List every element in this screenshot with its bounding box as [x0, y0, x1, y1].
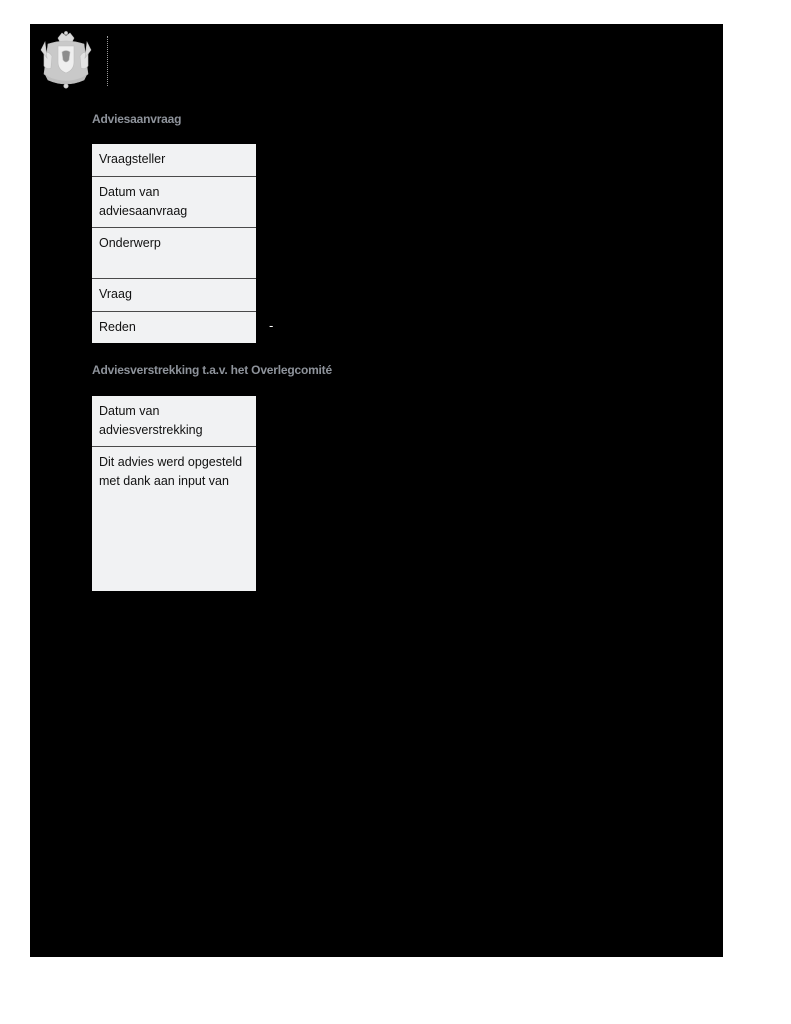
section-title-adviesaanvraag: Adviesaanvraag	[92, 112, 182, 126]
delivery-label-table	[92, 396, 256, 591]
label-dank-input: Dit advies werd opgesteld met dank aan input van	[92, 447, 256, 591]
label-vraag: Vraag	[92, 279, 256, 312]
request-label-table	[92, 144, 256, 343]
header-divider	[107, 36, 108, 86]
coat-of-arms-icon	[38, 30, 94, 90]
value-reden: -	[269, 318, 274, 333]
label-onderwerp: Onderwerp	[92, 228, 256, 279]
label-reden: Reden	[92, 312, 256, 343]
label-vraagsteller: Vraagsteller	[92, 144, 256, 177]
section-title-adviesverstrekking: Adviesverstrekking t.a.v. het Overlegcomité	[92, 363, 332, 377]
label-datum-adviesaanvraag: Datum van adviesaanvraag	[92, 177, 256, 228]
document-page	[30, 24, 723, 957]
label-datum-adviesverstrekking: Datum van adviesverstrekking	[92, 396, 256, 447]
